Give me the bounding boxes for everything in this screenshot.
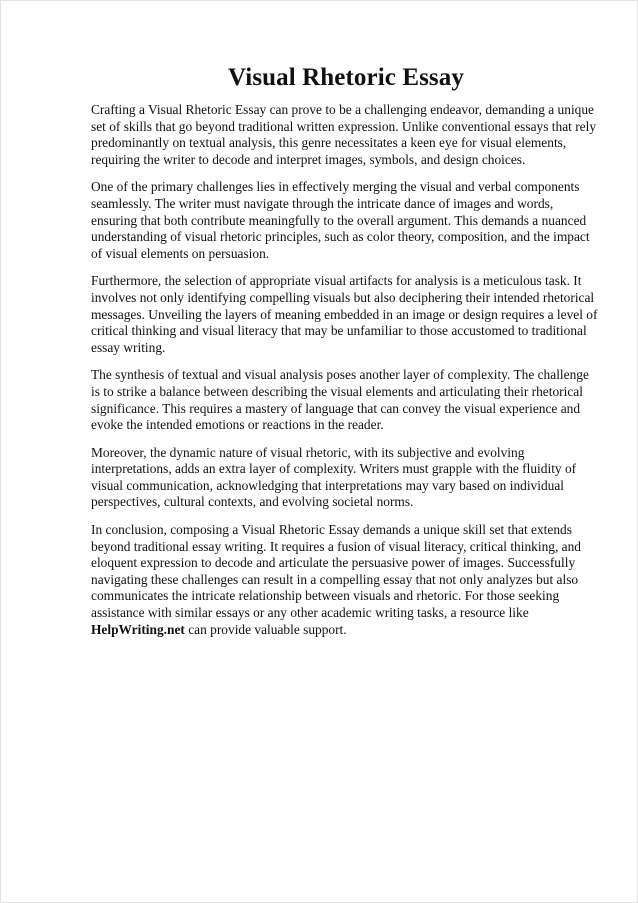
conclusion-tail: can provide valuable support. bbox=[188, 621, 347, 637]
document-title: Visual Rhetoric Essay bbox=[228, 64, 464, 91]
paragraph-1: Crafting a Visual Rhetoric Essay can prove to be a challenging endeavor, demanding a unique set of skills that go beyond traditional written expression. Unlike conventional essays that rely predominantly on textual analysis, this genre necessitates a keen eye for visual elements, requiring the writer to decode and interpret images, symbols, and design choices. bbox=[91, 102, 597, 167]
conclusion-text: In conclusion, composing a Visual Rhetoric Essay demands a unique skill set that extends beyond traditional essay writing. It requires a fusion of visual literacy, critical thinking, and eloquent expression to decode and articulate the persuasive power of images. Successfully navigating these challenges can result in a compelling essay that not only analyzes but also communicates the intricate relationship between visuals and rhetoric. For those seeking assistance with similar essays or any other academic writing tasks, a resource like bbox=[91, 522, 581, 621]
paragraph-3: Furthermore, the selection of appropriate visual artifacts for analysis is a meticulous task. It involves not only identifying compelling visuals but also deciphering their intended rhetorical messages. Unveiling the layers of meaning embedded in an image or design requires a level of critical thinking and visual literacy that may be unfamiliar to those accustomed to traditional essay writing. bbox=[91, 273, 598, 355]
paragraph-5: Moreover, the dynamic nature of visual rhetoric, with its subjective and evolving interpretations, adds an extra layer of complexity. Writers must grapple with the fluidity of visual communication, acknowledging that interpretations may vary based on individual perspectives, cultural contexts, and evolving societal norms. bbox=[91, 444, 577, 510]
paragraph-2: One of the primary challenges lies in effectively merging the visual and verbal components seamlessly. The writer must navigate through the intricate dance of images and words, ensuring that both contribute meaningfully to the overall argument. This demands a nuanced understanding of visual rhetoric principles, such as color theory, composition, and the impact of visual elements on persuasion. bbox=[91, 179, 590, 261]
paragraph-4: The synthesis of textual and visual analysis poses another layer of complexity. The challenge is to strike a balance between describing the visual elements and articulating their rhetorical significance. This requires a mastery of language that can convey the visual experience and evoke the intended emotions or reactions in the reader. bbox=[91, 367, 589, 433]
helpwriting-link[interactable]: HelpWriting.net bbox=[91, 621, 185, 637]
document-body bbox=[91, 63, 601, 649]
conclusion-paragraph bbox=[91, 522, 601, 638]
